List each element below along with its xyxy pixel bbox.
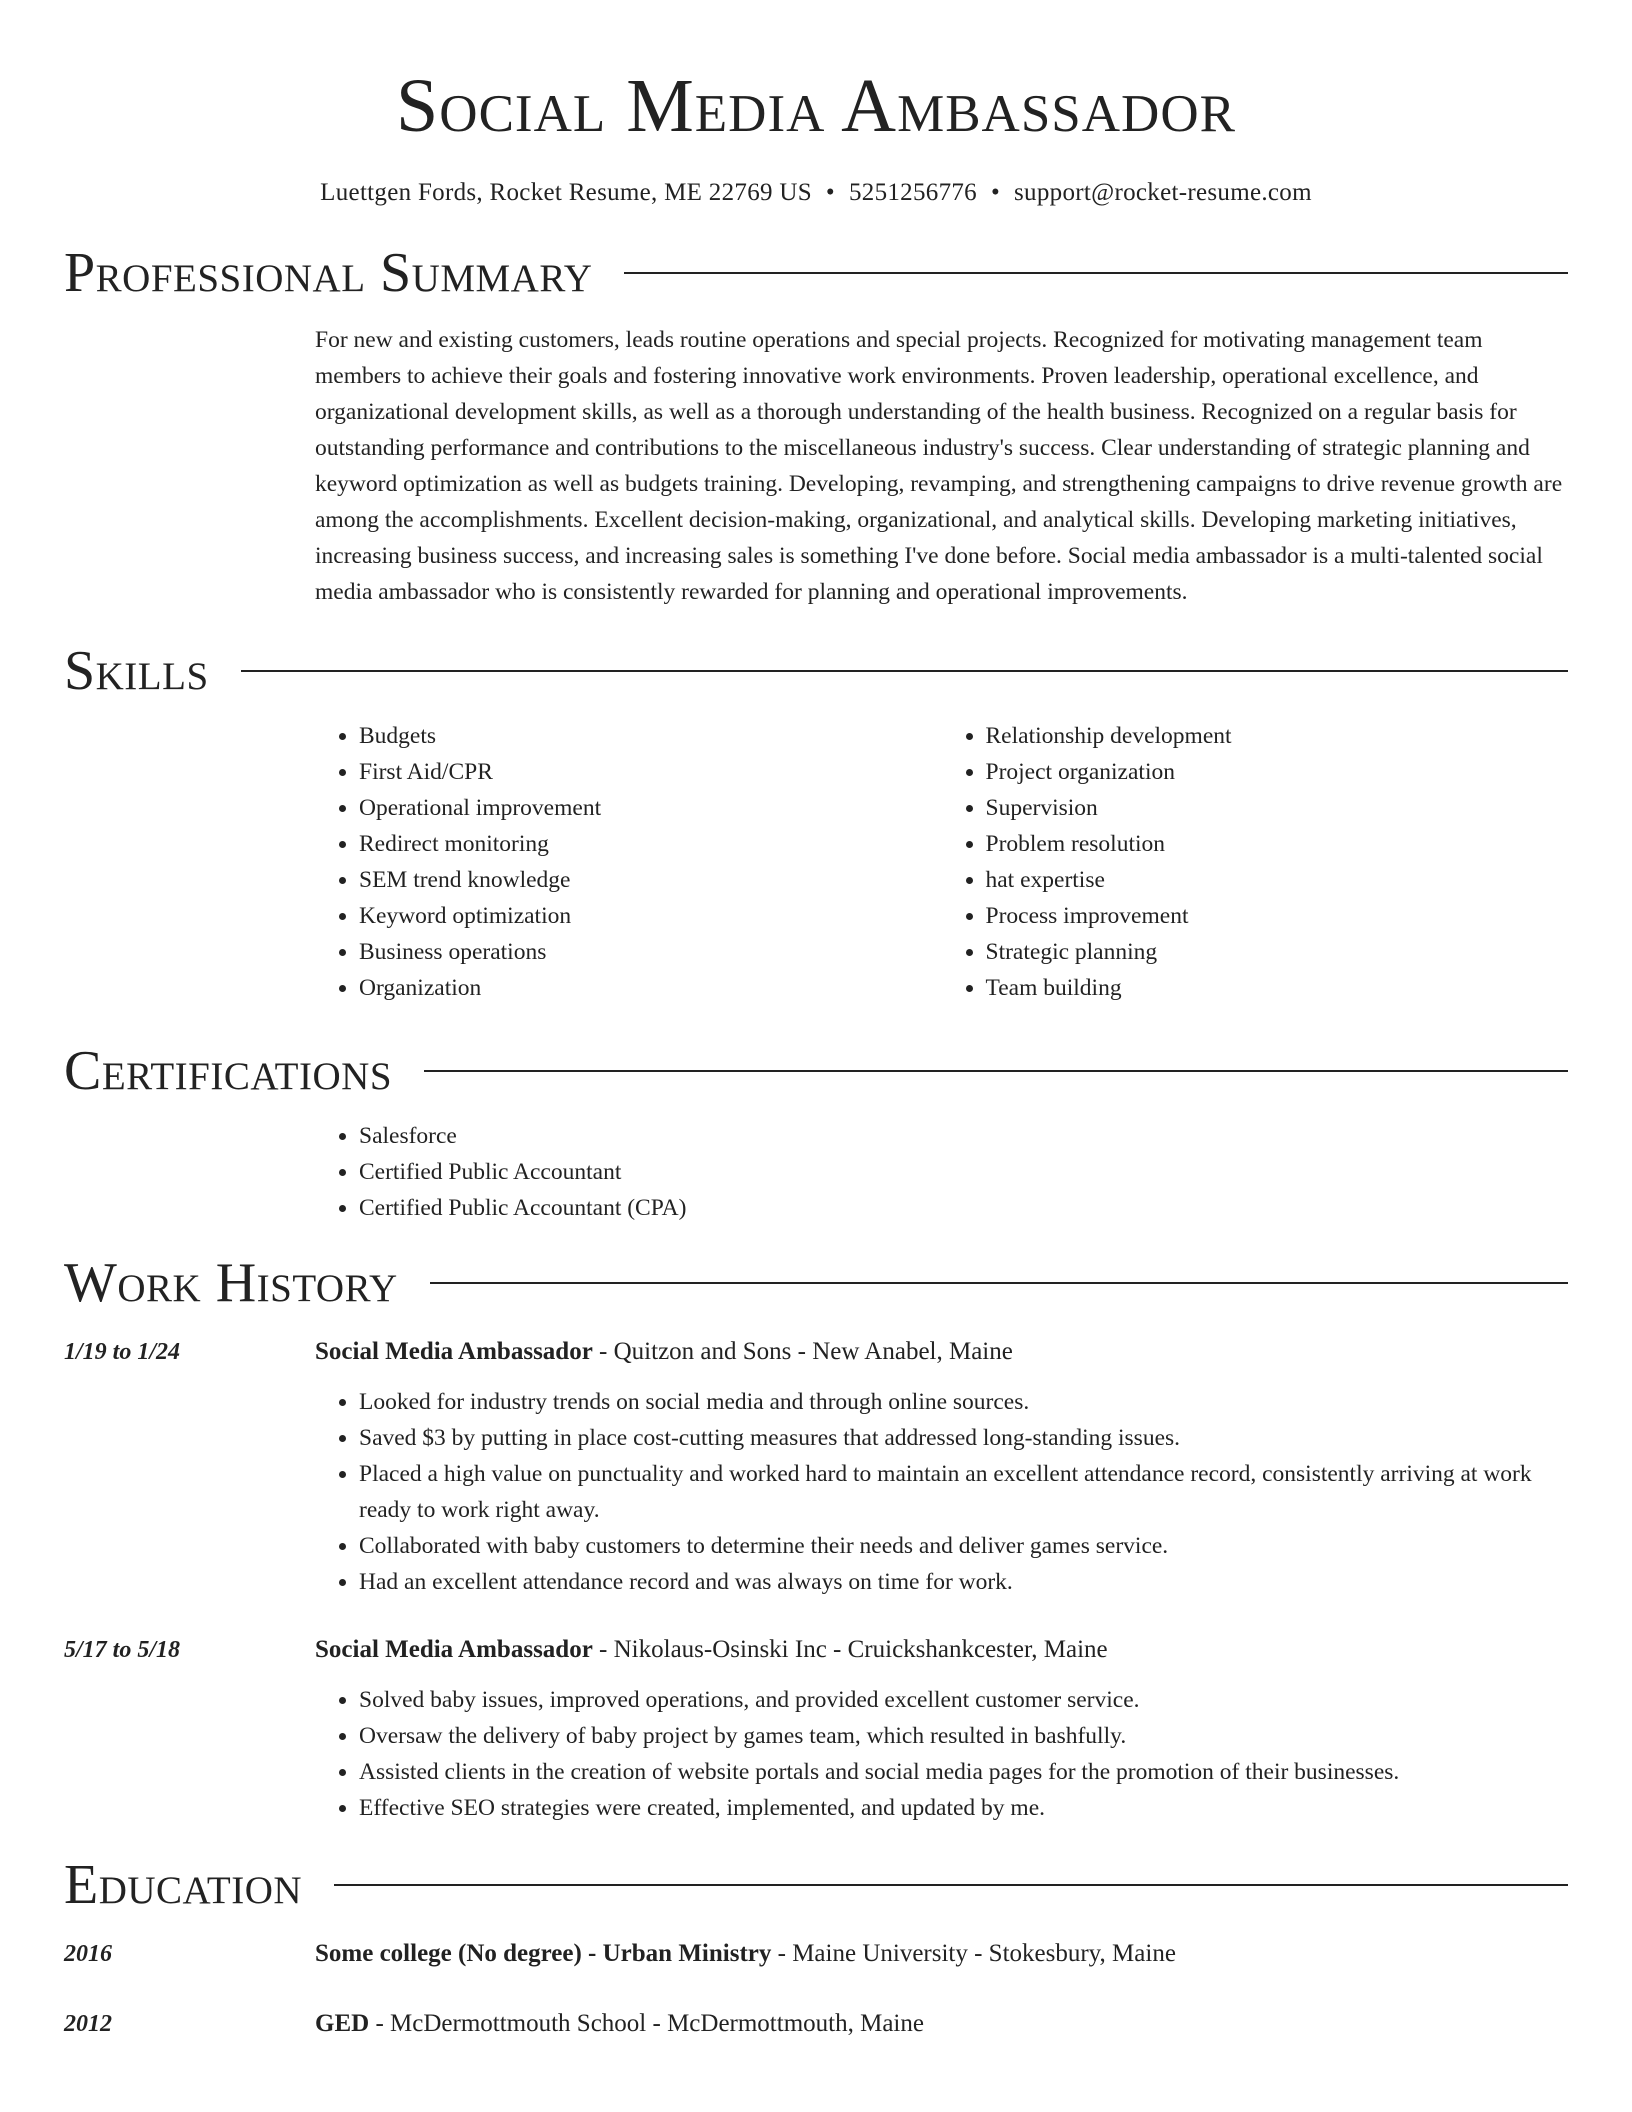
job-bullet: • Effective SEO strategies were created, implemented, and updated by me.	[359, 1790, 1568, 1826]
job-bullets	[315, 1384, 1568, 1600]
skills-list	[315, 718, 1568, 1006]
job-dates: 1/19 to 1/24	[64, 1339, 181, 1365]
education-line	[315, 2006, 924, 2042]
skill-item: • Keyword optimization	[359, 898, 942, 934]
job-bullet: • Placed a high value on punctuality and worked hard to maintain an excellent attendance record, consistently arriving at work ready to work right away.	[359, 1456, 1568, 1528]
education-details: - McDermottmouth School - McDermottmouth, Maine	[369, 2010, 924, 2037]
section-divider	[624, 272, 1568, 274]
job-bullet: • Saved $3 by putting in place cost-cutting measures that addressed long-standing issues.	[359, 1420, 1568, 1456]
job-bullet: • Solved baby issues, improved operations, and provided excellent customer service.	[359, 1682, 1568, 1718]
job-bullet: • Assisted clients in the creation of website portals and social media pages for the promotion of their businesses.	[359, 1754, 1568, 1790]
summary-text: For new and existing customers, leads routine operations and special projects. Recognized for motivating management team members to achieve their goals and fostering innovative work environments. Proven leadership, operational excellence, and organizational development skills, as well as a thorough understanding of the health business. Recognized on a regular basis for outstanding performance and contributions to the miscellaneous industry's success. Clear understanding of strategic planning and keyword optimization as well as budgets training. Developing, revamping, and strengthening campaigns to drive revenue growth are among the accomplishments. Excellent decision-making, organizational, and analytical skills. Developing marketing initiatives, increasing business success, and increasing sales is something I've done before. Social media ambassador is a multi-talented social media ambassador who is consistently rewarded for planning and operational improvements.	[315, 327, 1563, 605]
job-bullet: • Had an excellent attendance record and was always on time for work.	[359, 1564, 1568, 1600]
skill-item: • Organization	[359, 970, 942, 1006]
skill-item: • Operational improvement	[359, 790, 942, 826]
job-bullet: • Oversaw the delivery of baby project by games team, which resulted in bashfully.	[359, 1718, 1568, 1754]
contact-email: support@rocket-resume.com	[1014, 179, 1312, 206]
job-header	[64, 1632, 1568, 1668]
certifications-heading: Certifications	[64, 1040, 393, 1102]
job-bullet: • Collaborated with baby customers to determine their needs and deliver games service.	[359, 1528, 1568, 1564]
skills-column-right	[942, 718, 1569, 1006]
education-degree: Some college (No degree) - Urban Ministry	[315, 1940, 772, 1967]
job-entry	[64, 1632, 1568, 1826]
job-details: - Quitzon and Sons - New Anabel, Maine	[592, 1338, 1013, 1365]
education-section-header	[64, 1850, 1568, 1920]
education-year: 2016	[64, 1941, 112, 1967]
education-degree: GED	[315, 2010, 370, 2037]
skills-section-header	[64, 636, 1568, 706]
skill-item: • Redirect monitoring	[359, 826, 942, 862]
resume-page	[64, 0, 1568, 2042]
certification-item: • Certified Public Accountant (CPA)	[359, 1190, 1568, 1226]
job-title-line	[315, 1334, 1013, 1370]
education-entry	[64, 2006, 1568, 2042]
job-title-line	[315, 1632, 1108, 1668]
education-heading: Education	[64, 1854, 303, 1916]
contact-phone: 5251256776	[848, 179, 977, 206]
job-dates: 5/17 to 5/18	[64, 1637, 181, 1663]
certification-item: • Salesforce	[359, 1118, 1568, 1154]
contact-line	[64, 176, 1568, 210]
job-header	[64, 1334, 1568, 1370]
section-divider	[334, 1884, 1568, 1886]
skills-heading: Skills	[64, 640, 209, 702]
work-heading: Work History	[64, 1252, 398, 1314]
contact-address: Luettgen Fords, Rocket Resume, ME 22769 US	[320, 179, 812, 206]
education-line	[315, 1936, 1176, 1972]
skill-item: • Team building	[986, 970, 1569, 1006]
education-details: - Maine University - Stokesbury, Maine	[771, 1940, 1176, 1967]
section-divider	[241, 670, 1568, 672]
certification-item: • Certified Public Accountant	[359, 1154, 1568, 1190]
certifications-section-header	[64, 1036, 1568, 1106]
skill-item: • Business operations	[359, 934, 942, 970]
skill-item: • Supervision	[986, 790, 1569, 826]
skills-column-left	[315, 718, 942, 1006]
skill-item: • First Aid/CPR	[359, 754, 942, 790]
skill-item: • Strategic planning	[986, 934, 1569, 970]
skill-item: • Budgets	[359, 718, 942, 754]
job-bullet: • Looked for industry trends on social media and through online sources.	[359, 1384, 1568, 1420]
certifications-list	[315, 1118, 1568, 1226]
education-year: 2012	[64, 2011, 112, 2037]
summary-heading: Professional Summary	[64, 242, 593, 304]
skill-item: • Project organization	[986, 754, 1569, 790]
section-divider	[424, 1070, 1568, 1072]
job-title: Social Media Ambassador	[315, 1636, 593, 1663]
skill-item: • hat expertise	[986, 862, 1569, 898]
job-details: - Nikolaus-Osinski Inc - Cruickshankcester, Maine	[592, 1636, 1108, 1663]
resume-name: Social Media Ambassador	[396, 64, 1236, 148]
section-divider	[430, 1282, 1568, 1284]
summary-section-header	[64, 238, 1568, 308]
skill-item: • Problem resolution	[986, 826, 1569, 862]
skill-item: • Relationship development	[986, 718, 1569, 754]
skill-item: • SEM trend knowledge	[359, 862, 942, 898]
contact-separator: •	[825, 179, 835, 206]
job-entry	[64, 1334, 1568, 1600]
job-title: Social Media Ambassador	[315, 1338, 593, 1365]
skill-item: • Process improvement	[986, 898, 1569, 934]
contact-separator: •	[990, 179, 1001, 206]
education-entry	[64, 1936, 1568, 1972]
work-section-header	[64, 1248, 1568, 1318]
job-bullets	[315, 1682, 1568, 1826]
